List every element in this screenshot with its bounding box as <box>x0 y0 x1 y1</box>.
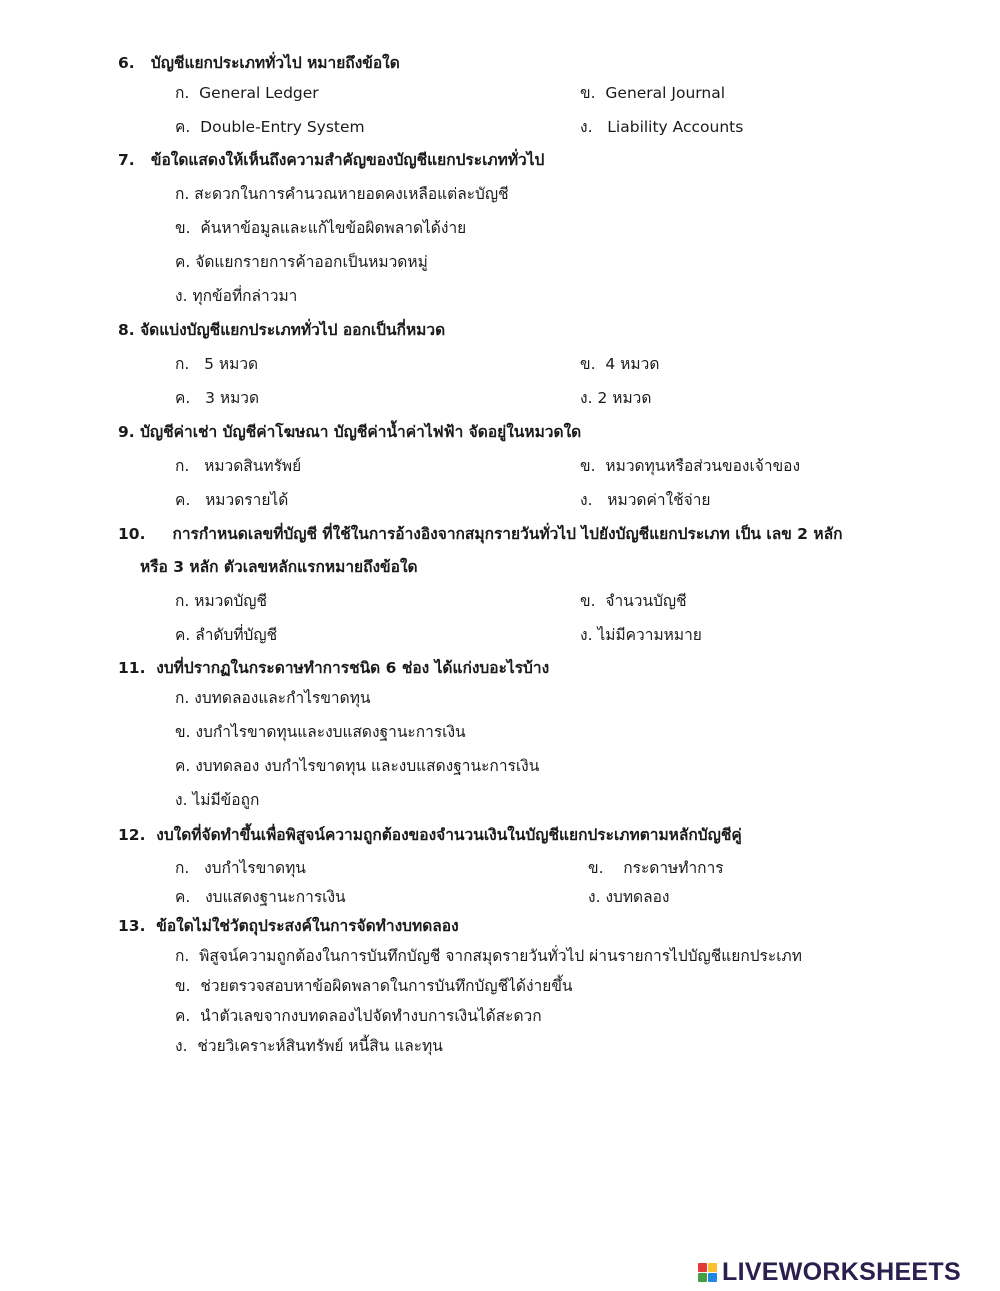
option-text: พิสูจน์ความถูกต้องในการบันทึกบัญชี จากสมุดรายวันทั่วไป ผ่านรายการไปบัญชีแยกประเภท <box>194 947 802 965</box>
option-text: สะดวกในการคำนวณหายอดคงเหลือแต่ละบัญชี <box>194 185 509 203</box>
answer-option[interactable] <box>580 625 702 645</box>
answer-option[interactable] <box>175 790 259 810</box>
option-label: ก. <box>175 457 190 475</box>
option-text: งบทดลอง งบกำไรขาดทุน และงบแสดงฐานะการเงิน <box>195 757 540 775</box>
brand-name: LIVEWORKSHEETS <box>722 1257 961 1286</box>
option-text: 2 หมวด <box>597 389 652 407</box>
question-12 <box>118 825 742 845</box>
option-text: หมวดสินทรัพย์ <box>199 457 302 475</box>
option-label: ง. <box>175 287 188 305</box>
answer-option[interactable] <box>588 887 670 907</box>
answer-option[interactable] <box>175 756 539 776</box>
option-text: งบกำไรขาดทุน <box>199 859 306 877</box>
question-number: 7. <box>118 151 135 169</box>
option-text: ทุกข้อที่กล่าวมา <box>192 287 298 305</box>
question-text: บัญชีแยกประเภททั่วไป หมายถึงข้อใด <box>150 54 400 72</box>
logo-block <box>698 1263 707 1272</box>
option-label: ค. <box>175 389 191 407</box>
option-label: ข. <box>580 355 596 373</box>
question-text: จัดแบ่งบัญชีแยกประเภททั่วไป ออกเป็นกี่หมวด <box>140 321 446 339</box>
option-label: ค. <box>175 253 191 271</box>
answer-option[interactable] <box>580 117 743 137</box>
option-text: General Journal <box>605 84 726 102</box>
question-text: งบที่ปรากฏในกระดาษทำการชนิด 6 ช่อง ได้แก่งบอะไรบ้าง <box>156 659 550 677</box>
question-number: 9. <box>118 423 135 441</box>
option-text: จำนวนบัญชี <box>605 592 687 610</box>
answer-option[interactable] <box>175 490 288 510</box>
question-text: บัญชีค่าเช่า บัญชีค่าโฆษณา บัญชีค่าน้ำค่าไฟฟ้า จัดอยู่ในหมวดใด <box>140 423 582 441</box>
question-text-continued: หรือ 3 หลัก ตัวเลขหลักแรกหมายถึงข้อใด <box>140 558 418 576</box>
live-blocks-icon <box>698 1263 717 1282</box>
option-label: ค. <box>175 118 191 136</box>
question-text: ข้อใดไม่ใช่วัตถุประสงค์ในการจัดทำงบทดลอง <box>156 917 459 935</box>
answer-option[interactable] <box>175 388 259 408</box>
option-label: ข. <box>175 977 191 995</box>
option-label: ง. <box>580 118 593 136</box>
question-number: 6. <box>118 54 135 72</box>
option-text: หมวดบัญชี <box>194 592 268 610</box>
option-text: 4 หมวด <box>605 355 660 373</box>
logo-block <box>708 1263 717 1272</box>
question-number: 10. <box>118 525 146 543</box>
question-text: การกำหนดเลขที่บัญชี ที่ใช้ในการอ้างอิงจากสมุกรายวันทั่วไป ไปยังบัญชีแยกประเภท เป็น เลข 2 หลัก <box>172 525 843 543</box>
option-text: General Ledger <box>199 84 319 102</box>
answer-option[interactable] <box>175 354 258 374</box>
answer-option[interactable] <box>175 83 319 103</box>
option-text: งบทดลองและกำไรขาดทุน <box>194 689 371 707</box>
option-text: จัดแยกรายการค้าออกเป็นหมวดหมู่ <box>195 253 428 271</box>
option-label: ค. <box>175 1007 191 1025</box>
option-text: ลำดับที่บัญชี <box>195 626 278 644</box>
option-label: ก. <box>175 859 190 877</box>
option-label: ข. <box>175 723 191 741</box>
option-label: ง. <box>175 1037 188 1055</box>
option-label: ง. <box>580 491 593 509</box>
option-text: ไม่มีความหมาย <box>597 626 702 644</box>
question-number: 11. <box>118 659 146 677</box>
answer-option[interactable] <box>175 1006 542 1026</box>
answer-option[interactable] <box>175 1036 443 1056</box>
option-text: งบแสดงฐานะการเงิน <box>200 888 346 906</box>
option-text: 5 หมวด <box>199 355 259 373</box>
option-label: ข. <box>175 219 191 237</box>
answer-option[interactable] <box>175 456 301 476</box>
answer-option[interactable] <box>175 887 346 907</box>
answer-option[interactable] <box>175 591 267 611</box>
option-label: ก. <box>175 185 190 203</box>
answer-option[interactable] <box>580 591 687 611</box>
option-text: Liability Accounts <box>602 118 744 136</box>
question-text: ข้อใดแสดงให้เห็นถึงความสำคัญของบัญชีแยกประเภททั่วไป <box>150 151 545 169</box>
question-8 <box>118 320 445 340</box>
option-label: ข. <box>588 859 604 877</box>
question-11 <box>118 658 549 678</box>
answer-option[interactable] <box>580 354 659 374</box>
answer-option[interactable] <box>175 946 802 966</box>
answer-option[interactable] <box>175 184 509 204</box>
option-label: ข. <box>580 457 596 475</box>
answer-option[interactable] <box>580 456 800 476</box>
option-label: ก. <box>175 84 190 102</box>
option-label: ง. <box>580 626 593 644</box>
answer-option[interactable] <box>175 976 573 996</box>
answer-option[interactable] <box>580 83 725 103</box>
question-10 <box>118 524 842 544</box>
answer-option[interactable] <box>580 388 651 408</box>
option-text: หมวดรายได้ <box>200 491 289 509</box>
option-text: ช่วยตรวจสอบหาข้อผิดพลาดในการบันทึกบัญชีได้ง่ายขึ้น <box>200 977 573 995</box>
option-text: 3 หมวด <box>200 389 260 407</box>
option-label: ง. <box>175 791 188 809</box>
answer-option[interactable] <box>175 625 277 645</box>
option-text: หมวดค่าใช้จ่าย <box>602 491 711 509</box>
question-9 <box>118 422 581 442</box>
option-label: ก. <box>175 592 190 610</box>
liveworksheets-logo[interactable] <box>698 1257 961 1287</box>
option-label: ค. <box>175 888 191 906</box>
question-7 <box>118 150 544 170</box>
option-label: ค. <box>175 491 191 509</box>
option-text: ช่วยวิเคราะห์สินทรัพย์ หนี้สิน และทุน <box>197 1037 443 1055</box>
question-number: 13. <box>118 917 146 935</box>
option-text: กระดาษทำการ <box>618 859 724 877</box>
answer-option[interactable] <box>175 722 466 742</box>
option-label: ค. <box>175 626 191 644</box>
answer-option[interactable] <box>175 117 365 137</box>
option-text: ไม่มีข้อถูก <box>192 791 260 809</box>
option-text: ค้นหาข้อมูลและแก้ไขข้อผิดพลาดได้ง่าย <box>200 219 467 237</box>
answer-option[interactable] <box>175 688 371 708</box>
question-13 <box>118 916 459 936</box>
option-label: ก. <box>175 355 190 373</box>
option-label: ง. <box>588 888 601 906</box>
option-text: งบทดลอง <box>605 888 670 906</box>
option-label: ข. <box>580 592 596 610</box>
option-text: Double-Entry System <box>200 118 365 136</box>
option-label: ข. <box>580 84 596 102</box>
logo-block <box>708 1273 717 1282</box>
question-text: งบใดที่จัดทำขึ้นเพื่อพิสูจน์ความถูกต้องของจำนวนเงินในบัญชีแยกประเภทตามหลักบัญชีคู่ <box>156 826 742 844</box>
question-6 <box>118 53 400 73</box>
answer-option[interactable] <box>580 490 711 510</box>
option-label: ก. <box>175 689 190 707</box>
option-text: งบกำไรขาดทุนและงบแสดงฐานะการเงิน <box>195 723 466 741</box>
option-text: นำตัวเลขจากงบทดลองไปจัดทำงบการเงินได้สะดวก <box>200 1007 542 1025</box>
option-label: ก. <box>175 947 190 965</box>
answer-option[interactable] <box>175 286 297 306</box>
answer-option[interactable] <box>175 218 466 238</box>
option-label: ง. <box>580 389 593 407</box>
answer-option[interactable] <box>175 858 306 878</box>
option-text: หมวดทุนหรือส่วนของเจ้าของ <box>605 457 801 475</box>
answer-option[interactable] <box>588 858 724 878</box>
option-label: ค. <box>175 757 191 775</box>
answer-option[interactable] <box>175 252 428 272</box>
question-number: 12. <box>118 826 146 844</box>
logo-block <box>698 1273 707 1282</box>
question-number: 8. <box>118 321 135 339</box>
